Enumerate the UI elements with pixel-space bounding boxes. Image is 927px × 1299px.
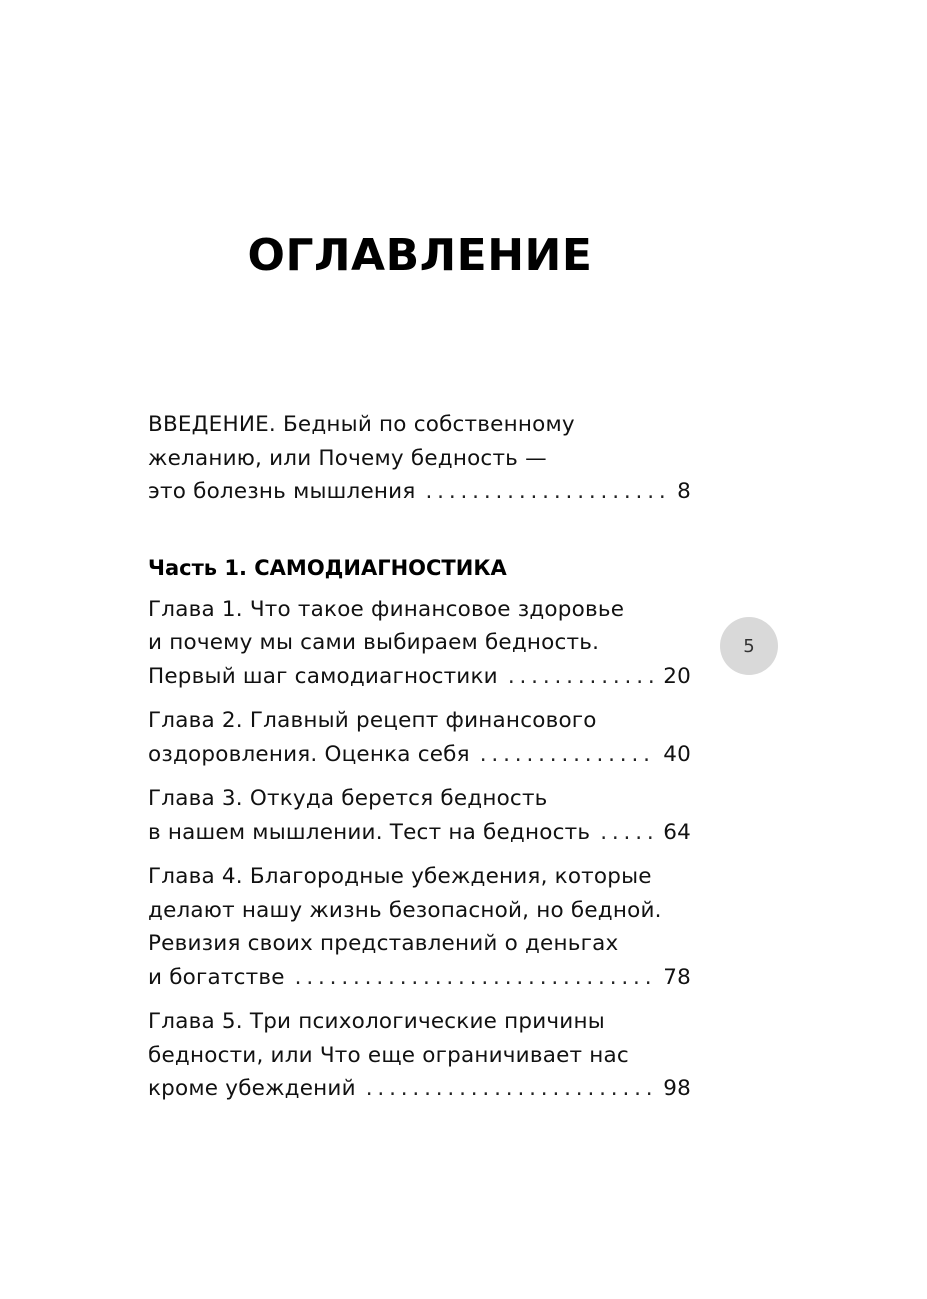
dot-leader — [295, 961, 658, 995]
toc-entry-line: Глава 5. Три психологические причины — [148, 1009, 605, 1034]
toc-entry-line: бедности, или Что еще ограничивает нас — [148, 1042, 629, 1068]
toc-entry-line: ВВЕДЕНИЕ. Бедный по собственному — [148, 412, 575, 437]
page-number-badge: 5 — [720, 617, 778, 675]
toc-page-number: 64 — [663, 819, 691, 845]
table-of-contents — [148, 408, 691, 1117]
toc-entry-last-line — [148, 738, 691, 772]
toc-entry-last-line — [148, 475, 691, 509]
toc-entry-last-line — [148, 660, 691, 694]
toc-page-number: 98 — [663, 1076, 691, 1101]
toc-page-number: 40 — [663, 741, 691, 767]
toc-entry-line: Ревизия своих представлений о деньгах — [148, 931, 619, 956]
toc-entry-line: это болезнь мышления — [148, 479, 416, 504]
toc-entry-line: кроме убеждений — [148, 1076, 356, 1101]
toc-entry-chapter-3[interactable] — [148, 782, 691, 849]
toc-entry-chapter-2[interactable] — [148, 704, 691, 771]
toc-entry-chapter-1[interactable] — [148, 593, 691, 694]
dot-leader — [480, 738, 657, 772]
toc-entry-last-line — [148, 816, 691, 850]
toc-entry-introduction[interactable] — [148, 408, 691, 509]
toc-page-number: 78 — [663, 964, 691, 990]
toc-entry-line: в нашем мышлении. Тест на бедность — [148, 819, 591, 845]
toc-page-number: 20 — [663, 663, 691, 689]
page-title: ОГЛАВЛЕНИЕ — [247, 230, 593, 281]
toc-entry-line: Глава 3. Откуда берется бедность — [148, 786, 548, 811]
dot-leader — [600, 816, 657, 850]
toc-entry-last-line — [148, 1072, 691, 1106]
toc-entry-line: делают нашу жизнь безопасной, но бедной. — [148, 897, 662, 923]
part-heading: Часть 1. САМОДИАГНОСТИКА — [148, 555, 507, 580]
toc-entry-line: и почему мы сами выбираем бедность. — [148, 630, 600, 655]
toc-entry-line: Глава 1. Что такое финансовое здоровье — [148, 596, 625, 622]
dot-leader — [508, 660, 657, 694]
dot-leader — [366, 1072, 657, 1106]
toc-page-number: 8 — [677, 479, 691, 504]
toc-entry-line: Глава 2. Главный рецепт финансового — [148, 708, 597, 733]
toc-entry-line: и богатстве — [148, 964, 285, 990]
toc-entry-line: оздоровления. Оценка себя — [148, 741, 470, 767]
toc-entry-chapter-5[interactable] — [148, 1005, 691, 1106]
toc-entry-line: Глава 4. Благородные убеждения, которые — [148, 864, 652, 889]
toc-entry-chapter-4[interactable] — [148, 860, 691, 994]
dot-leader — [426, 475, 672, 509]
toc-entry-line: желанию, или Почему бедность — — [148, 445, 547, 471]
toc-entry-last-line — [148, 961, 691, 995]
toc-entry-line: Первый шаг самодиагностики — [148, 663, 498, 689]
